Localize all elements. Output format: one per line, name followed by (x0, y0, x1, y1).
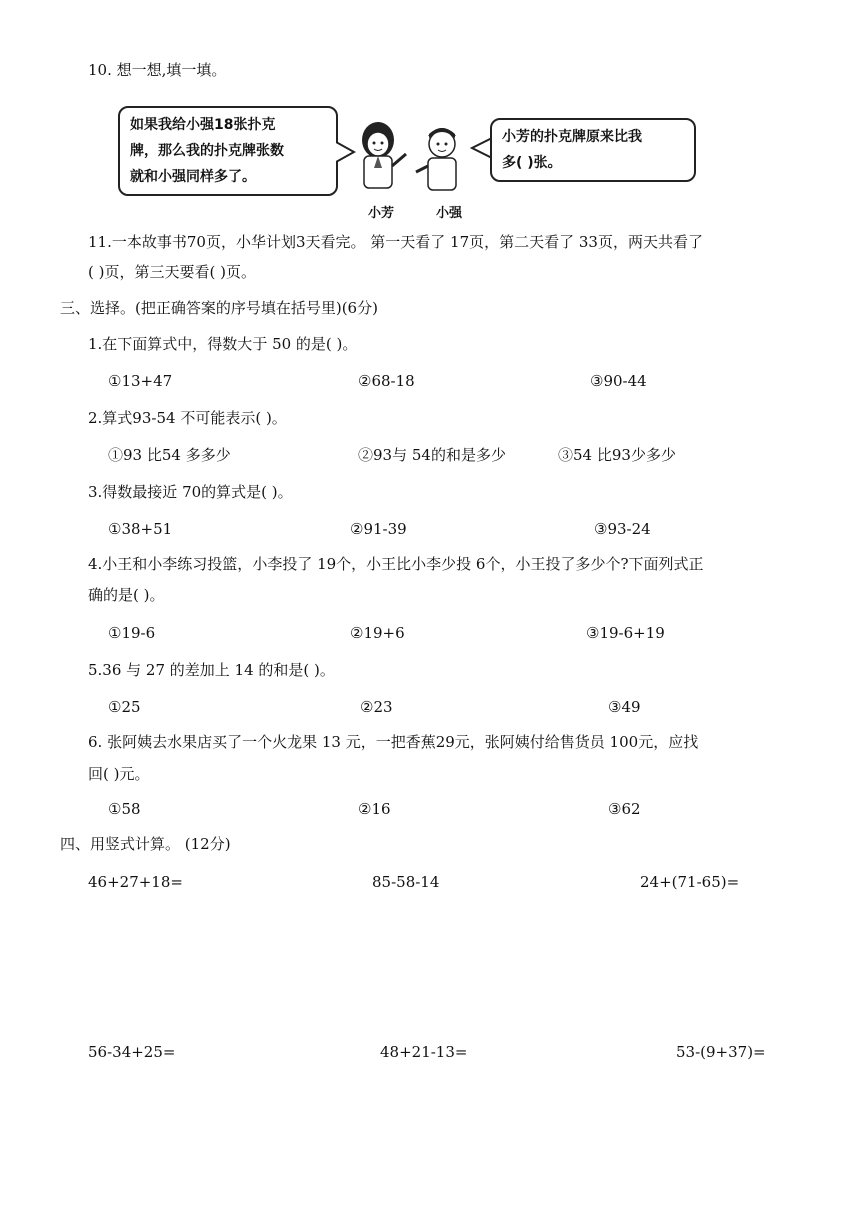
q3-2-option-3: ③54 比93少多少 (558, 446, 676, 464)
left-speech-bubble (118, 106, 338, 196)
bubble-line: 就和小强同样多了。 (130, 169, 256, 185)
q3-6-option-2: ②16 (358, 800, 391, 818)
q10-title: 10. 想一想,填一填。 (88, 61, 227, 79)
q3-6-stem2: 回( )元。 (88, 765, 150, 783)
q3-1-option-1: ①13+47 (108, 372, 173, 390)
q11-line2: ( )页，第三天要看( )页。 (88, 263, 256, 281)
right-speech-bubble (490, 118, 696, 182)
q3-5-option-2: ②23 (360, 698, 393, 716)
q3-6-option-1: ①58 (108, 800, 141, 818)
section4-heading: 四、用竖式计算。 (12分) (60, 835, 231, 853)
q3-1-option-2: ②68-18 (358, 372, 415, 390)
q3-4-option-1: ①19-6 (108, 624, 156, 642)
q3-6-option-3: ③62 (608, 800, 641, 818)
bubble-line: 小芳的扑克牌原来比我 (502, 129, 642, 145)
boy-illustration (412, 120, 474, 198)
bubble-line: 如果我给小强18张扑克 (130, 117, 276, 133)
q3-3-option-2: ②91-39 (350, 520, 407, 538)
name-xiaoqiang: 小强 (436, 206, 463, 221)
q11-line1: 11.一本故事书70页，小华计划3天看完。 第一天看了 17页，第二天看了 33页，两天共看了 (88, 233, 703, 251)
q3-2-option-1: ①93 比54 多多少 (108, 446, 231, 464)
q3-1-stem: 1.在下面算式中，得数大于 50 的是( )。 (88, 335, 358, 353)
q3-1-option-3: ③90-44 (590, 372, 647, 390)
q3-4-option-3: ③19-6+19 (586, 624, 665, 642)
calc-problem: 56-34+25= (88, 1043, 176, 1061)
name-xiaofang: 小芳 (368, 206, 395, 221)
section3-heading: 三、选择。(把正确答案的序号填在括号里)(6分) (60, 299, 378, 317)
q3-5-stem: 5.36 与 27 的差加上 14 的和是( )。 (88, 661, 335, 679)
q3-5-option-1: ①25 (108, 698, 141, 716)
calc-problem: 48+21-13= (380, 1043, 468, 1061)
q3-3-stem: 3.得数最接近 70的算式是( )。 (88, 483, 293, 501)
calc-problem: 24+(71-65)= (640, 873, 740, 891)
q3-3-option-1: ①38+51 (108, 520, 173, 538)
q3-6-stem: 6. 张阿姨去水果店买了一个火龙果 13 元，一把香蕉29元，张阿姨付给售货员 100元，应找 (88, 733, 699, 751)
q3-2-option-2: ②93与 54的和是多少 (358, 446, 506, 464)
bubble-line: 牌，那么我的扑克牌张数 (130, 143, 284, 159)
q3-4-stem: 4.小王和小李练习投篮，小李投了 19个，小王比小李少投 6个，小王投了多少个?下面列式正 (88, 555, 704, 573)
bubble-tail-right (470, 136, 492, 160)
q3-3-option-3: ③93-24 (594, 520, 651, 538)
girl-illustration (350, 118, 410, 198)
calc-problem: 53-(9+37)= (676, 1043, 766, 1061)
bubble-line: 多( )张。 (502, 155, 562, 171)
q3-5-option-3: ③49 (608, 698, 641, 716)
calc-problem: 85-58-14 (372, 873, 440, 891)
q3-4-option-2: ②19+6 (350, 624, 405, 642)
q3-2-stem: 2.算式93-54 不可能表示( )。 (88, 409, 287, 427)
q3-4-stem2: 确的是( )。 (88, 586, 165, 604)
calc-problem: 46+27+18= (88, 873, 183, 891)
